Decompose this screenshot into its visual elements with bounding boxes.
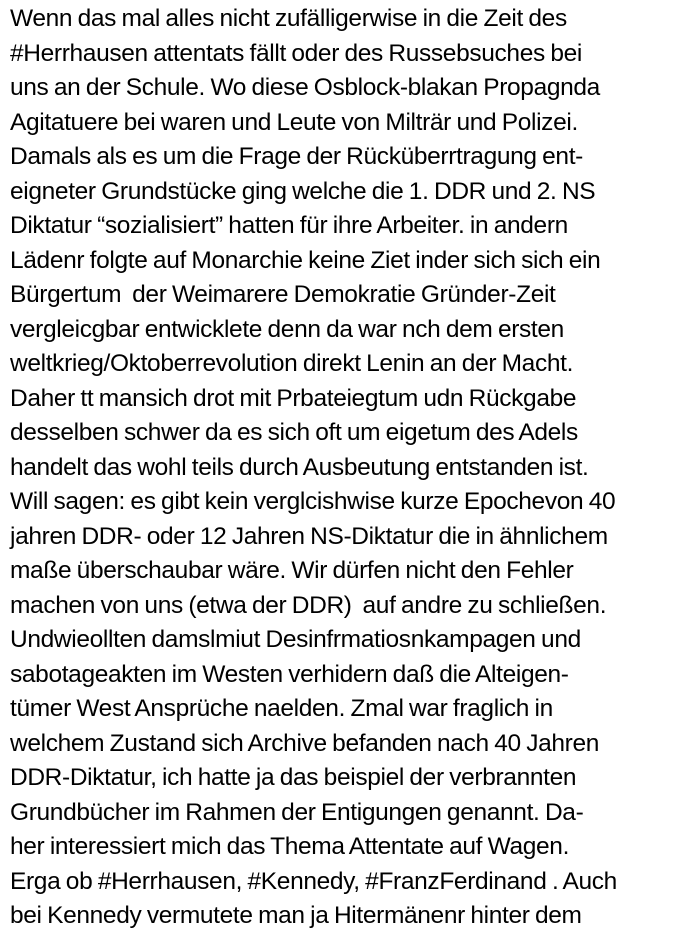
text-line: desselben schwer da es sich oft um eigetum des Adels — [10, 419, 578, 446]
text-line: her interessiert mich das Thema Attentate auf Wagen. — [10, 833, 570, 860]
text-line: handelt das wohl teils durch Ausbeutung entstanden ist. — [10, 453, 589, 481]
text-line: Undwieollten damslmiut Desinfrmatiosnkampagen und — [10, 626, 581, 653]
text-line: DDR-Diktatur, ich hatte ja das beispiel der verbrannten — [10, 764, 577, 791]
text-line: jahren DDR- oder 12 Jahren NS-Diktatur die in ähnlichem — [10, 522, 608, 550]
text-line: sabotageakten im Westen verhidern daß die Alteigen- — [10, 660, 569, 688]
text-line: Damals als es um die Frage der Rücküberrtragung ent- — [10, 143, 583, 170]
text-line: #Herrhausen attentats fällt oder des Russebsuches bei — [10, 39, 582, 67]
text-line: Grundbücher im Rahmen der Entigungen genannt. Da- — [10, 798, 584, 826]
text-line: Diktatur “sozialisiert” hatten für ihre Arbeiter. in andern — [10, 212, 568, 239]
text-line: Agitatuere bei waren und Leute von Milträr und Polizei. — [10, 108, 578, 136]
text-line: maße überschaubar wäre. Wir dürfen nicht den Fehler — [10, 557, 574, 584]
text-line: Bürgertum der Weimarere Demokratie Gründer-Zeit — [10, 281, 556, 308]
text-line: weltkrieg/Oktoberrevolution direkt Lenin an der Macht. — [10, 350, 574, 377]
text-line: eigneter Grundstücke ging welche die 1. DDR und 2. NS — [10, 177, 596, 205]
text-line: Daher tt mansich drot mit Prbateiegtum udn Rückgabe — [10, 384, 577, 412]
document-text — [10, 2, 680, 934]
text-line: bei Kennedy vermutete man ja Hitermänenr hinter dem — [10, 902, 582, 929]
text-line: machen von uns (etwa der DDR) auf andre zu schließen. — [10, 591, 607, 619]
text-line: Lädenr folgte auf Monarchie keine Ziet inder sich sich ein — [10, 246, 601, 274]
text-line: tümer West Ansprüche naelden. Zmal war fraglich in — [10, 695, 553, 722]
text-line: uns an der Schule. Wo diese Osblock-blakan Propagnda — [10, 74, 600, 101]
text-line: vergleicgbar entwicklete denn da war nch dem ersten — [10, 315, 564, 343]
text-line: Erga ob #Herrhausen, #Kennedy, #FranzFerdinand . Auch — [10, 867, 617, 895]
text-line: Will sagen: es gibt kein verglcishwise kurze Epochevon 40 — [10, 488, 616, 515]
text-line: welchem Zustand sich Archive befanden nach 40 Jahren — [10, 729, 600, 757]
text-line: Wenn das mal alles nicht zufälligerwise in die Zeit des — [10, 5, 567, 32]
